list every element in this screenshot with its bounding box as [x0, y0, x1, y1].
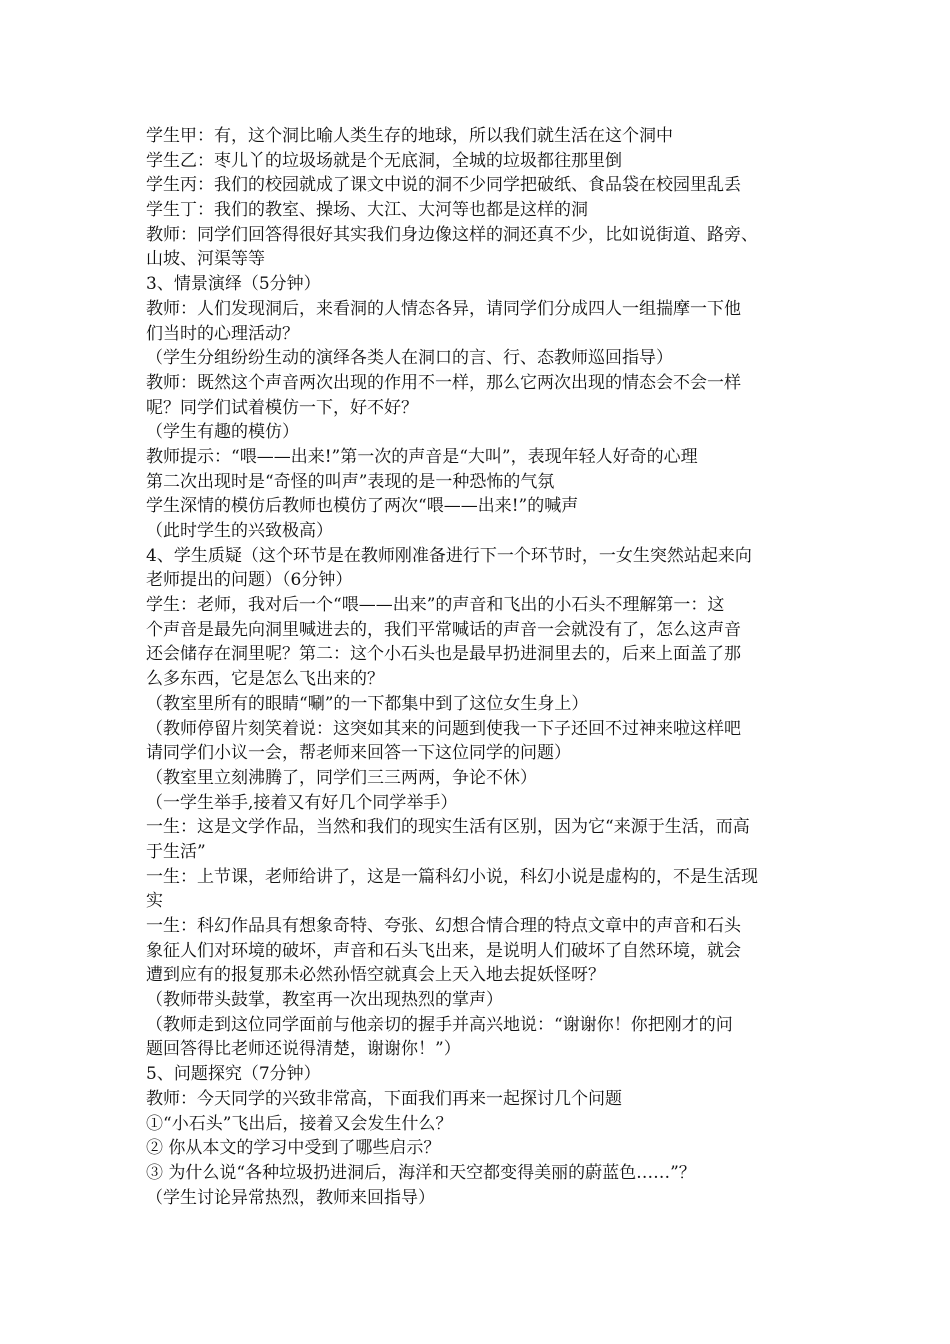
- text-line: 们当时的心理活动？: [146, 323, 299, 344]
- text-line: 实: [146, 891, 163, 912]
- text-line: 教师提示：“喂——出来!”第一次的声音是“大叫”，表现年轻人好奇的心理: [146, 446, 698, 467]
- text-line: 遭到应有的报复那未必然孙悟空就真会上天入地去捉妖怪呀？: [146, 965, 605, 986]
- text-line: （教师带头鼓掌，教室再一次出现热烈的掌声）: [146, 990, 503, 1011]
- text-line: （一学生举手,接着又有好几个同学举手）: [146, 792, 458, 813]
- text-line: 教师：同学们回答得很好其实我们身边像这样的洞还真不少，比如说街道、路旁、: [146, 224, 758, 245]
- text-line: 4、学生质疑（这个环节是在教师刚准备进行下一个环节时，一女生突然站起来向: [146, 545, 752, 566]
- text-line: 老师提出的问题）（6分钟）: [146, 570, 353, 591]
- text-line: 学生甲：有，这个洞比喻人类生存的地球，所以我们就生活在这个洞中: [146, 126, 673, 146]
- text-line: 一生：上节课，老师给讲了，这是一篇科幻小说，科幻小说是虚构的，不是生活现: [146, 866, 758, 887]
- text-line: （教师走到这位同学面前与他亲切的握手并高兴地说：“谢谢你！你把刚才的问: [146, 1014, 733, 1035]
- text-line: （教师停留片刻笑着说：这突如其来的问题到使我一下子还回不过神来啦这样吧: [146, 718, 741, 739]
- text-line: （教室里立刻沸腾了，同学们三三两两，争论不休）: [146, 767, 537, 788]
- text-line: （学生分组纷纷生动的演绎各类人在洞口的言、行、态教师巡回指导）: [146, 348, 673, 369]
- text-line: ①“小石头”飞出后，接着又会发生什么？: [146, 1113, 453, 1134]
- text-line: 于生活”: [146, 841, 206, 862]
- text-line: （学生有趣的模仿）: [146, 422, 299, 443]
- document-body: [146, 124, 826, 1210]
- text-line: 第二次出现时是“奇怪的叫声”表现的是一种恐怖的气氛: [146, 471, 555, 492]
- text-line: 一生：这是文学作品，当然和我们的现实生活有区别，因为它“来源于生活，而高: [146, 817, 750, 838]
- text-line: 教师：既然这个声音两次出现的作用不一样，那么它两次出现的情态会不会一样: [146, 372, 741, 393]
- text-line: 还会储存在洞里呢？第二：这个小石头也是最早扔进洞里去的，后来上面盖了那: [146, 644, 741, 665]
- text-line: 学生深情的模仿后教师也模仿了两次“喂——出来!”的喊声: [146, 496, 579, 517]
- text-line: 一生：科幻作品具有想象奇特、夸张、幻想合情合理的特点文章中的声音和石头: [146, 916, 741, 936]
- text-line: （学生讨论异常热烈，教师来回指导）: [146, 1187, 435, 1208]
- text-line: 呢？同学们试着模仿一下，好不好？: [146, 397, 418, 418]
- text-line: 3、情景演绎（5分钟）: [146, 274, 321, 295]
- text-line: 学生丙：我们的校园就成了课文中说的洞不少同学把破纸、食品袋在校园里乱丢: [146, 175, 741, 196]
- text-line: 教师：今天同学的兴致非常高，下面我们再来一起探讨几个问题: [146, 1088, 622, 1109]
- text-line: 个声音是最先向洞里喊进去的，我们平常喊话的声音一会就没有了，怎么这声音: [146, 619, 741, 640]
- text-line: 5、问题探究（7分钟）: [146, 1064, 321, 1085]
- text-line: ③ 为什么说“各种垃圾扔进洞后，海洋和天空都变得美丽的蔚蓝色……”？: [146, 1162, 696, 1183]
- text-line: 题回答得比老师还说得清楚，谢谢你！”）: [146, 1039, 461, 1060]
- text-line: 象征人们对环境的破坏，声音和石头飞出来，是说明人们破坏了自然环境，就会: [146, 940, 741, 961]
- text-line: 么多东西，它是怎么飞出来的？: [146, 669, 384, 690]
- text-line: （教室里所有的眼睛“唰”的一下都集中到了这位女生身上）: [146, 693, 589, 714]
- text-line: ② 你从本文的学习中受到了哪些启示？: [146, 1138, 441, 1159]
- text-line: 学生乙：枣儿丫的垃圾场就是个无底洞，全城的垃圾都往那里倒: [146, 150, 622, 171]
- text-line: 学生丁：我们的教室、操场、大江、大河等也都是这样的洞: [146, 200, 588, 221]
- text-line: 教师：人们发现洞后，来看洞的人情态各异，请同学们分成四人一组揣摩一下他: [146, 298, 741, 319]
- text-line: 山坡、河渠等等: [146, 249, 265, 270]
- text-line: 学生：老师，我对后一个“喂——出来”的声音和飞出的小石头不理解第一：这: [146, 595, 725, 616]
- text-line: 请同学们小议一会，帮老师来回答一下这位同学的问题）: [146, 743, 571, 764]
- text-line: （此时学生的兴致极高）: [146, 521, 333, 541]
